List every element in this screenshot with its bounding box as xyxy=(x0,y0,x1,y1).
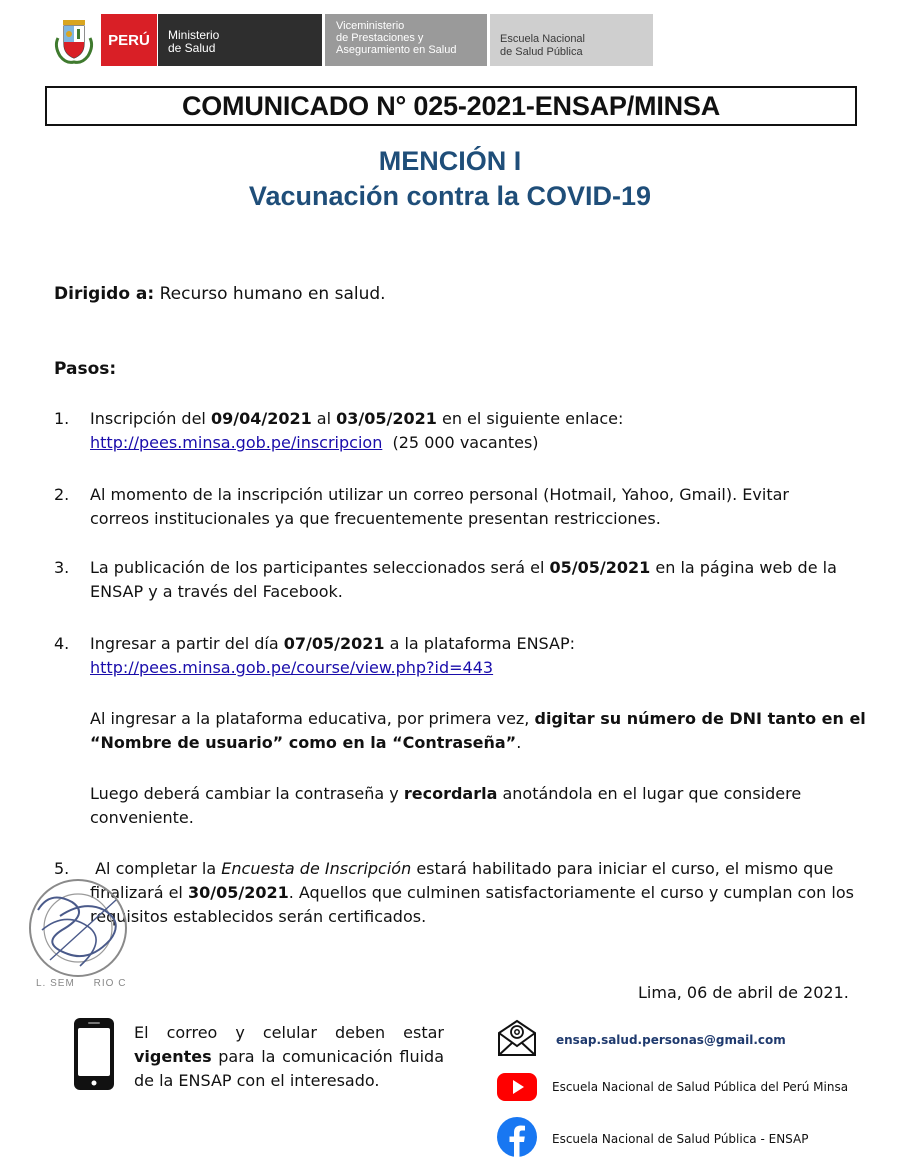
step-3 xyxy=(90,556,850,604)
step-2-line-2: correos institucionales ya que frecuentemente presentan restricciones. xyxy=(90,509,661,528)
coat-of-arms-icon xyxy=(52,16,96,66)
step-5-line-2-text: finalizará el xyxy=(90,883,188,902)
communique-title: COMUNICADO N° 025-2021-ENSAP/MINSA xyxy=(45,86,857,126)
viceministerio-brand-box xyxy=(325,14,487,66)
step-5-line-3: requisitos establecidos serán certificados. xyxy=(90,907,427,926)
step-1-text-end: en el siguiente enlace: xyxy=(436,409,624,428)
step-5-text-end: estará habilitado para iniciar el curso, el mismo que xyxy=(411,859,834,878)
ministerio-line-1: Ministerio xyxy=(168,28,220,42)
step-4-p3-text-end: anotándola en el lugar que considere xyxy=(497,784,802,803)
step-5-text: Al completar la xyxy=(90,859,222,878)
step-4-p2-end: . xyxy=(516,733,522,752)
step-4-p2-text: Al ingresar a la plataforma educativa, por primera vez, xyxy=(90,709,535,728)
addressed-to-value: Recurso humano en salud. xyxy=(154,284,386,304)
step-4-p3-bold: recordarla xyxy=(403,784,498,803)
step-1-text: Inscripción del xyxy=(90,409,211,428)
step-5-number: 5. xyxy=(54,859,70,878)
escuela-brand-box xyxy=(490,14,653,66)
platform-link[interactable]: http://pees.minsa.gob.pe/course/view.php?id=443 xyxy=(90,658,494,677)
step-4-paragraph-2 xyxy=(90,707,866,755)
step-1 xyxy=(90,407,850,455)
step-5 xyxy=(90,857,854,929)
vice-line-3: Aseguramiento en Salud xyxy=(336,44,457,56)
step-3-text: La publicación de los participantes seleccionados será el xyxy=(90,558,550,577)
escuela-line-2: de Salud Pública xyxy=(500,46,583,58)
step-2-line-1: Al momento de la inscripción utilizar un correo personal (Hotmail, Yahoo, Gmail). Evitar xyxy=(90,485,789,504)
step-3-text-end: en la página web de la xyxy=(650,558,837,577)
step-4-p3-line-2: conveniente. xyxy=(90,808,194,827)
peru-brand-box xyxy=(101,14,157,66)
step-4-number: 4. xyxy=(54,634,70,653)
ministerio-brand-box xyxy=(158,14,322,66)
step-2-number: 2. xyxy=(54,485,70,504)
contact-email[interactable]: ensap.salud.personas@gmail.com xyxy=(556,1033,786,1047)
ministerio-line-2: de Salud xyxy=(168,41,216,55)
step-3-line-2: ENSAP y a través del Facebook. xyxy=(90,582,343,601)
step-5-line-2-end: . Aquellos que culminen satisfactoriamente el curso y cumplan con los xyxy=(288,883,854,902)
step-4-p2-bold-2: “Nombre de usuario” como en la “Contraseña” xyxy=(90,733,517,752)
step-4-text: Ingresar a partir del día xyxy=(90,634,284,653)
mention-subtitle: Vacunación contra la COVID-19 xyxy=(248,181,652,211)
step-1-text-mid: al xyxy=(311,409,337,428)
contact-note xyxy=(134,1021,444,1093)
step-5-date: 30/05/2021 xyxy=(187,883,289,902)
step-4-p2-bold-1: digitar su número de DNI tanto en el xyxy=(534,709,866,728)
step-3-date: 05/05/2021 xyxy=(549,558,651,577)
email-icon xyxy=(496,1017,538,1059)
stamp-seal-icon xyxy=(20,870,140,990)
step-1-end-date: 03/05/2021 xyxy=(336,409,437,428)
vice-line-2: de Prestaciones y xyxy=(336,32,424,44)
contact-note-text-end: para la comunicación fluida de la ENSAP con el interesado. xyxy=(134,1047,444,1090)
facebook-icon xyxy=(496,1116,538,1158)
step-1-start-date: 09/04/2021 xyxy=(210,409,312,428)
stamp-text: L. SEM RIO C xyxy=(36,978,127,989)
escuela-line-1: Escuela Nacional xyxy=(500,33,585,45)
vice-line-1: Viceministerio xyxy=(336,20,405,32)
contact-note-bold: vigentes xyxy=(134,1047,212,1066)
phone-icon xyxy=(72,1016,116,1092)
registration-link[interactable]: http://pees.minsa.gob.pe/inscripcion xyxy=(90,433,383,452)
steps-heading: Pasos: xyxy=(54,359,117,379)
step-2 xyxy=(90,483,850,531)
step-1-number: 1. xyxy=(54,409,70,428)
step-4-text-end: a la plataforma ENSAP: xyxy=(384,634,575,653)
mention-title: MENCIÓN I xyxy=(378,146,522,176)
addressed-to-label: Dirigido a: xyxy=(54,284,155,304)
youtube-icon xyxy=(496,1066,538,1108)
step-4-p3-text: Luego deberá cambiar la contraseña y xyxy=(90,784,404,803)
step-4-date: 07/05/2021 xyxy=(283,634,385,653)
step-5-survey-name: Encuesta de Inscripción xyxy=(221,859,412,878)
signature-date: Lima, 06 de abril de 2021. xyxy=(638,983,849,1002)
step-3-number: 3. xyxy=(54,558,70,577)
step-4 xyxy=(90,632,850,680)
peru-label: PERÚ xyxy=(108,31,150,49)
vacancies-text: (25 000 vacantes) xyxy=(382,433,539,452)
contact-note-text: El correo y celular deben estar xyxy=(134,1023,444,1042)
youtube-channel[interactable]: Escuela Nacional de Salud Pública del Perú Minsa xyxy=(552,1080,849,1094)
addressed-to xyxy=(54,282,386,306)
facebook-page[interactable]: Escuela Nacional de Salud Pública - ENSAP xyxy=(552,1132,809,1146)
step-4-paragraph-3 xyxy=(90,782,850,830)
